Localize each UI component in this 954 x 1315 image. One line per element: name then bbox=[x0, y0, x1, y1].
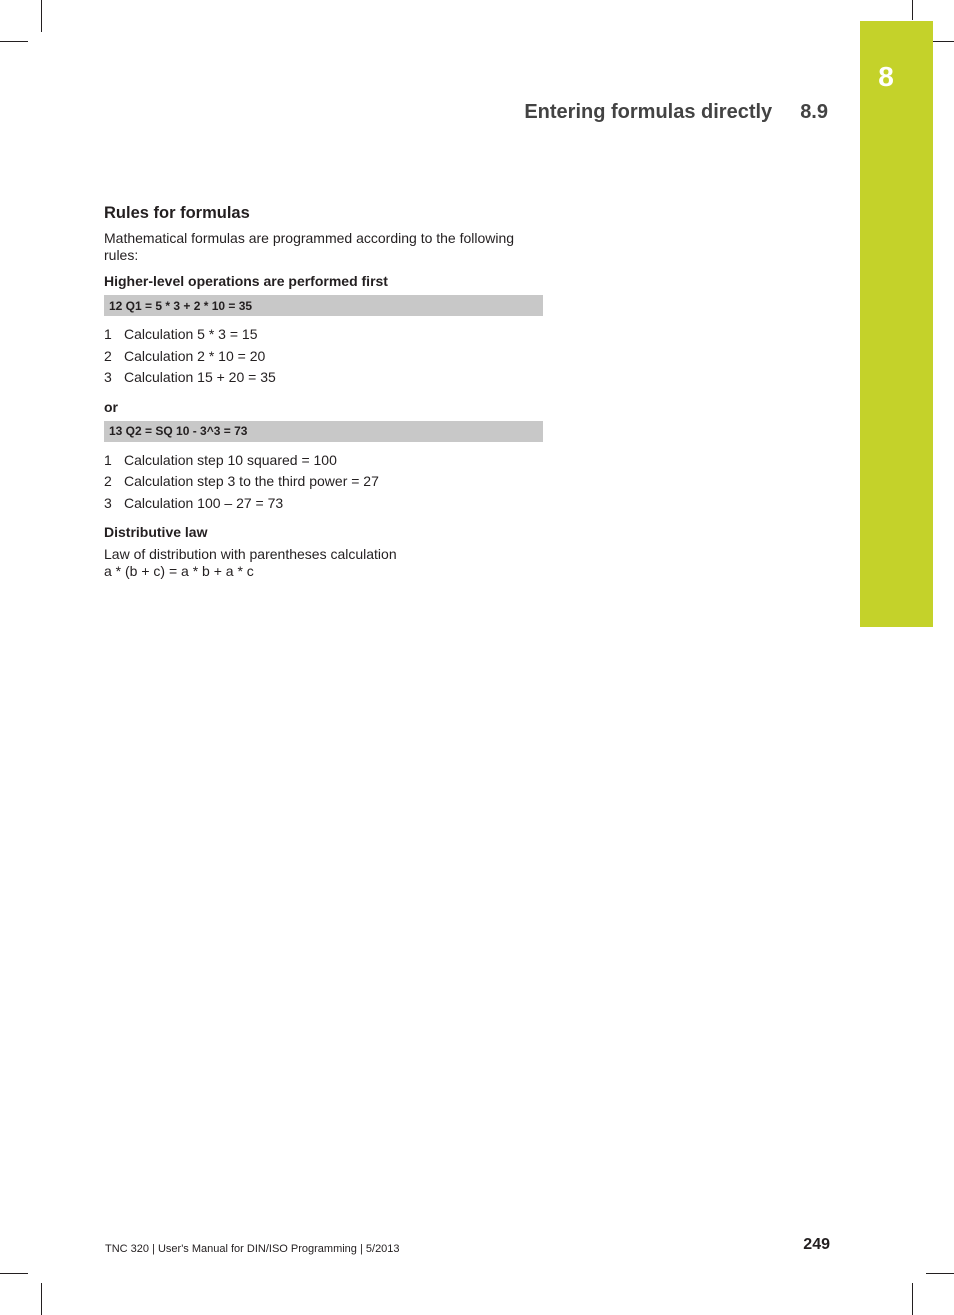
step-number: 1 bbox=[104, 326, 112, 342]
list-item bbox=[104, 471, 544, 493]
distributive-text bbox=[104, 546, 544, 580]
code-line: 12 Q1 = 5 * 3 + 2 * 10 = 35 bbox=[109, 298, 253, 313]
crop-mark bbox=[41, 0, 42, 32]
header-title: Entering formulas directly bbox=[524, 100, 773, 123]
step-list bbox=[104, 450, 544, 515]
subsection-heading: Higher-level operations are performed first bbox=[104, 273, 388, 289]
step-text: Calculation 15 + 20 = 35 bbox=[124, 369, 276, 385]
code-block bbox=[104, 421, 543, 442]
step-text: Calculation step 3 to the third power = 27 bbox=[124, 473, 379, 489]
list-item bbox=[104, 346, 544, 368]
crop-mark bbox=[912, 0, 913, 20]
list-item bbox=[104, 324, 544, 346]
header-section-number: 8.9 bbox=[800, 100, 828, 123]
footer-text: TNC 320 | User's Manual for DIN/ISO Programming | 5/2013 bbox=[105, 1243, 400, 1255]
step-number: 3 bbox=[104, 369, 112, 385]
crop-mark bbox=[932, 41, 954, 42]
crop-mark bbox=[0, 1273, 28, 1274]
crop-mark bbox=[0, 41, 28, 42]
intro-paragraph: Mathematical formulas are programmed according to the following rules: bbox=[104, 230, 515, 263]
code-block bbox=[104, 295, 543, 316]
crop-mark bbox=[912, 1283, 913, 1315]
subsection-heading: Distributive law bbox=[104, 524, 208, 540]
step-list bbox=[104, 324, 544, 389]
page-number: 249 bbox=[803, 1236, 830, 1253]
chapter-number: 8 bbox=[878, 61, 894, 92]
main-content bbox=[104, 204, 544, 580]
list-item bbox=[104, 493, 544, 515]
list-item bbox=[104, 367, 544, 389]
step-text: Calculation 5 * 3 = 15 bbox=[124, 326, 258, 342]
subsection-heading: or bbox=[104, 398, 118, 415]
step-number: 1 bbox=[104, 451, 112, 468]
step-text: Calculation 2 * 10 = 20 bbox=[124, 347, 266, 364]
distributive-formula: a * (b + c) = a * b + a * c bbox=[104, 563, 254, 579]
list-item bbox=[104, 450, 544, 472]
running-header bbox=[524, 97, 828, 127]
crop-mark bbox=[926, 1273, 954, 1274]
step-number: 2 bbox=[104, 347, 112, 364]
distributive-line: Law of distribution with parentheses calculation bbox=[104, 546, 397, 562]
step-text: Calculation step 10 squared = 100 bbox=[124, 451, 337, 468]
step-number: 3 bbox=[104, 494, 112, 511]
step-number: 2 bbox=[104, 473, 112, 489]
step-text: Calculation 100 – 27 = 73 bbox=[124, 494, 284, 511]
chapter-tab bbox=[860, 21, 933, 627]
code-line: 13 Q2 = SQ 10 - 3^3 = 73 bbox=[109, 424, 248, 438]
crop-mark bbox=[41, 1283, 42, 1315]
section-heading: Rules for formulas bbox=[104, 204, 250, 222]
